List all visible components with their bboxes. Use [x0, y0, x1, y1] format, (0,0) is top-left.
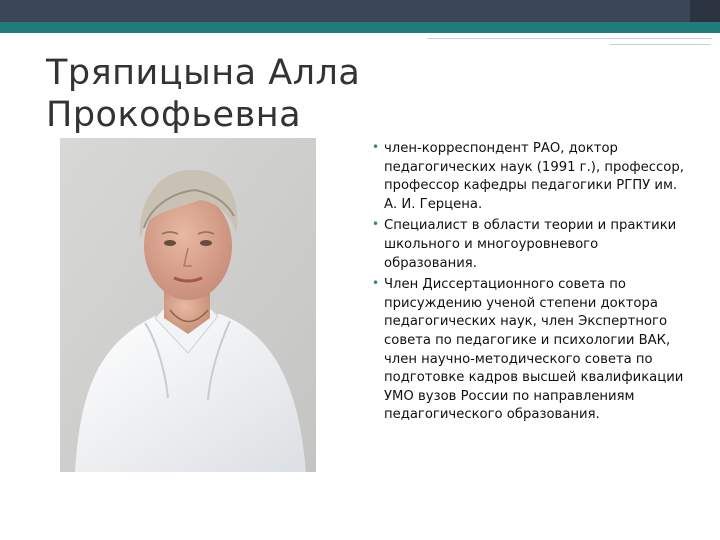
- slide-title: [46, 52, 426, 136]
- header-accent-stripe: [0, 22, 720, 33]
- bullet-dot-icon: •: [372, 217, 380, 232]
- bullet-text: Специалист в области теории и практики школьного и многоуровневого образования.: [384, 218, 677, 271]
- header-band-corner: [690, 0, 720, 22]
- bullet-text: Член Диссертационного совета по присуждению ученой степени доктора педагогических наук, член Экспертного совета по педагогике и психологии ВАК, член научно-методического совета по подготовке кадров высшей квалификации УМО вузов России по направлениям педагогического образования.: [384, 277, 684, 423]
- list-item: [372, 140, 692, 214]
- header-rule-short: [610, 44, 710, 45]
- list-item: [372, 217, 692, 273]
- bullet-dot-icon: •: [372, 140, 380, 154]
- header-band: [0, 0, 720, 22]
- bullet-dot-icon: •: [372, 276, 380, 291]
- title-line-1: Тряпицына Алла: [46, 53, 361, 93]
- list-item: [372, 276, 692, 425]
- portrait-photo: [60, 138, 316, 472]
- title-line-2: Прокофьевна: [46, 95, 302, 135]
- bullet-text: член-корреспондент РАО, доктор педагогических наук (1991 г.), профессор, профессор кафедры педагогики РГПУ им. А. И. Герцена.: [384, 141, 684, 212]
- header-rule: [427, 38, 712, 39]
- bullet-list: [372, 140, 692, 428]
